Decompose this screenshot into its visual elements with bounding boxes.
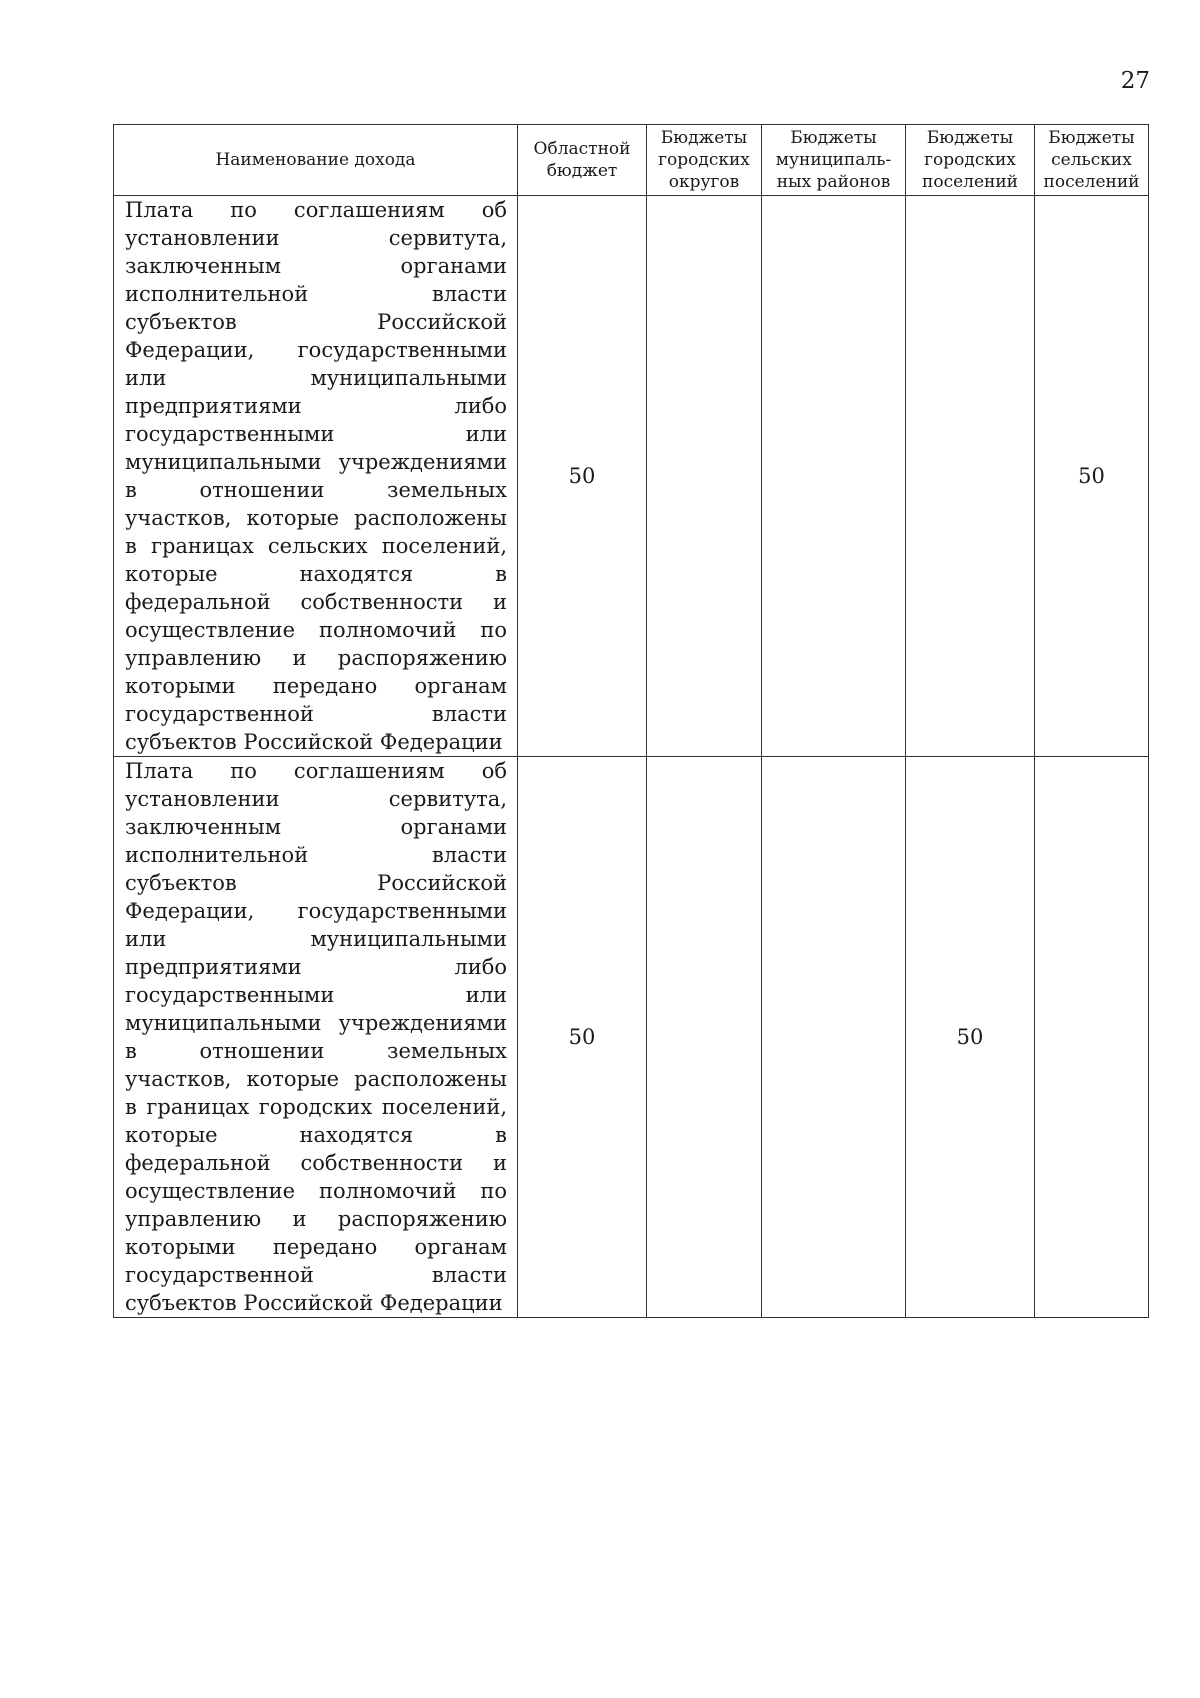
rural-settlements-value — [1035, 757, 1149, 1318]
municipal-districts-value — [762, 757, 906, 1318]
urban-districts-value — [647, 196, 762, 757]
table-row — [114, 196, 1149, 757]
table-row — [114, 757, 1149, 1318]
page-number: 27 — [1120, 68, 1150, 94]
urban-settlements-value: 50 — [906, 757, 1035, 1318]
regional-budget-value: 50 — [518, 757, 647, 1318]
header-municipal-districts: Бюджеты муниципаль-ных районов — [762, 125, 906, 196]
urban-districts-value — [647, 757, 762, 1318]
header-rural-settlements: Бюджеты сельских поселений — [1035, 125, 1149, 196]
revenue-name-cell: Плата по соглашениям об установлении сервитута, заключенным органами исполнительной власти субъектов Российской Федерации, государственными или муниципальными предприятиями либо государственными или муниципальными учреждениями в отношении земельных участков, которые расположены в границах городских поселений, которые находятся в федеральной собственности и осуществление полномочий по управлению и распоряжению которыми передано органам государственной власти субъектов Российской Федерации — [114, 757, 518, 1318]
municipal-districts-value — [762, 196, 906, 757]
rural-settlements-value: 50 — [1035, 196, 1149, 757]
urban-settlements-value — [906, 196, 1035, 757]
header-urban-districts: Бюджеты городских округов — [647, 125, 762, 196]
header-regional-budget: Областной бюджет — [518, 125, 647, 196]
table-header-row — [114, 125, 1149, 196]
revenue-distribution-table — [113, 124, 1149, 1318]
header-urban-settlements: Бюджеты городских поселений — [906, 125, 1035, 196]
header-revenue-name: Наименование дохода — [114, 125, 518, 196]
revenue-name-cell: Плата по соглашениям об установлении сервитута, заключенным органами исполнительной власти субъектов Российской Федерации, государственными или муниципальными предприятиями либо государственными или муниципальными учреждениями в отношении земельных участков, которые расположены в границах сельских поселений, которые находятся в федеральной собственности и осуществление полномочий по управлению и распоряжению которыми передано органам государственной власти субъектов Российской Федерации — [114, 196, 518, 757]
regional-budget-value: 50 — [518, 196, 647, 757]
